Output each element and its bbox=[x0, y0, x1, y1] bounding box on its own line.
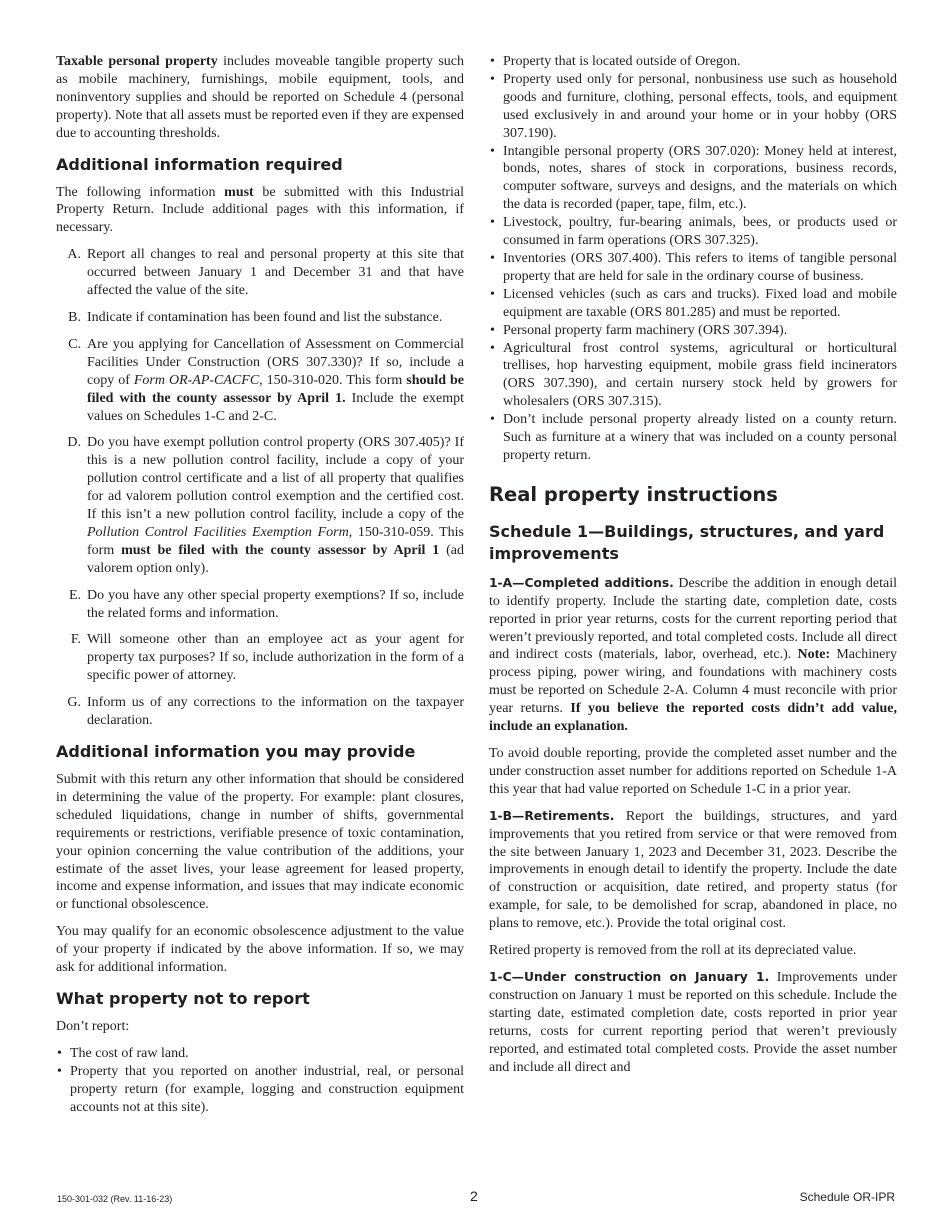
list-item bbox=[56, 246, 464, 300]
bullet-item: • Livestock, poultry, fur-bearing animals, bees, or products used or consumed in farm operations (ORS 307.325). bbox=[489, 214, 897, 250]
text-segment: Are you applying for Cancellation of Assessment on Commercial Facilities Under Construction (ORS 307.330)? If so, include a copy of bbox=[87, 336, 464, 388]
double-reporting-paragraph bbox=[489, 745, 897, 799]
retired-property-paragraph bbox=[489, 942, 897, 960]
bold-text: 1-B—Retirements. bbox=[489, 808, 615, 823]
right-column bbox=[489, 53, 897, 1085]
bullet-item: • Personal property farm machinery (ORS 307.394). bbox=[489, 322, 897, 340]
bullet-item: • Don’t include personal property already listed on a county return. Such as furniture at a winery that was included on a county personal property return. bbox=[489, 411, 897, 465]
text-segment: Describe the addition in enough detail to identify property. Include the starting date, completion date, costs reported in prior year returns, costs for the current reporting period that weren’t previously reported, and total completed costs. Include all direct and indirect costs (materials, labor, overhead, etc.). bbox=[489, 575, 897, 663]
italic-text: Pollution Control Facilities Exemption Form, bbox=[87, 524, 353, 540]
dont-report-label: Don’t report: bbox=[56, 1018, 130, 1034]
required-items-list bbox=[56, 246, 464, 730]
list-item bbox=[56, 694, 464, 730]
schedule-name: Schedule OR-IPR bbox=[799, 1190, 895, 1204]
text-segment: be submitted with this Industrial Property Return. Include additional pages with this information, if necessary. bbox=[56, 184, 464, 236]
bullet-item: • Inventories (ORS 307.400). This refers to items of tangible personal property that are held for sale in the ordinary course of business. bbox=[489, 250, 897, 286]
bullet-item: • Property used only for personal, nonbusiness use such as household goods and furniture, clothing, personal effects, tools, and equipment used exclusively in and around your home or in your hobby (ORS 307.190). bbox=[489, 71, 897, 143]
text-segment: Do you have exempt pollution control property (ORS 307.405)? If this is a new pollution control facility, include a copy of your pollution control certificate and a list of all property that qualifies for ad valorem pollution control exemption and the certified cost. If this isn’t a new pollution control facility, include a copy of the bbox=[87, 435, 464, 523]
bold-text: If you believe the reported costs didn’t add value, include an explanation. bbox=[489, 701, 897, 735]
form-number: 150-301-032 (Rev. 11-16-23) bbox=[57, 1194, 173, 1204]
text-segment: Will someone other than an employee act as your agent for property tax purposes? If so, include authorization in the form of a specific power of attorney. bbox=[87, 632, 464, 684]
heading-additional-information-may-provide: Additional information you may provide bbox=[56, 742, 416, 761]
text-segment: Submit with this return any other information that should be considered in determining the value of the property. For example: plant closures, scheduled liquidations, change in number of shifts, governmental requirements or restrictions, verifiable presence of toxic contamination, your opinion concerning the value contribution of the additions, your estimate of the asset lives, your lease agreement for leased property, income and expense information, and issues that may indicate economic or functional obsolescence. bbox=[56, 772, 464, 913]
heading-what-not-to-report: What property not to report bbox=[56, 988, 310, 1008]
bold-text: 1-A—Completed additions. bbox=[489, 575, 674, 590]
text-segment: Indicate if contamination has been found and list the substance. bbox=[87, 309, 443, 325]
not-report-list bbox=[56, 1045, 464, 1117]
completed-additions-paragraph bbox=[489, 575, 897, 736]
left-column bbox=[56, 53, 464, 1126]
text-segment: (ad valorem option only). bbox=[87, 542, 464, 576]
list-item bbox=[56, 631, 464, 685]
not-report-list-continued bbox=[489, 53, 897, 465]
text-segment: Inform us of any corrections to the information on the taxpayer declaration. bbox=[87, 695, 464, 729]
text-segment: Report the buildings, structures, and yard improvements that you retired from service or that were removed from the site between January 1, 2023 and December 31, 2023. Describe the improvements in enough detail to identify the property. Include the date of construction or acquisition, date retired, and property status (for example, for sale, to be demolished for scrap, abandoned in place, no plans to remove, etc.). Provide the total original cost. bbox=[489, 808, 897, 932]
text-segment: Report all changes to real and personal property at this site that occurred between January 1 and December 31 and that have affected the value of the site. bbox=[87, 247, 464, 299]
bold-text: should be filed with the county assessor by April 1. bbox=[87, 372, 464, 406]
taxable-personal-property-paragraph bbox=[56, 53, 464, 143]
text-segment: 150-310-020. This form bbox=[262, 372, 407, 388]
under-construction-paragraph bbox=[489, 969, 897, 1076]
text-segment: Do you have any other special property exemptions? If so, include the related forms and information. bbox=[87, 587, 464, 621]
list-letter: D. bbox=[67, 435, 81, 451]
bold-text: Taxable personal property bbox=[56, 54, 218, 69]
heading-schedule-1: Schedule 1—Buildings, structures, and yard improvements bbox=[489, 521, 885, 563]
text-segment: Machinery process piping, power wiring, and foundations with machinery costs must be reported on Schedule 2-A. Column 4 must reconcile with prior year returns. bbox=[489, 647, 897, 717]
bullet-item: • Property that is located outside of Oregon. bbox=[489, 53, 897, 71]
list-item bbox=[56, 434, 464, 577]
list-letter: A. bbox=[67, 247, 81, 263]
bullet-item: • Licensed vehicles (such as cars and trucks). Fixed load and mobile equipment are taxable (ORS 801.285) and must be reported. bbox=[489, 286, 897, 322]
text-segment: The following information bbox=[56, 184, 225, 200]
list-letter: G. bbox=[67, 695, 81, 711]
heading-additional-information-required: Additional information required bbox=[56, 154, 343, 174]
list-item bbox=[56, 309, 464, 327]
heading-real-property-instructions: Real property instructions bbox=[489, 482, 778, 506]
bold-text: must bbox=[224, 184, 254, 200]
required-intro-paragraph bbox=[56, 184, 464, 238]
bold-text: must be filed with the county assessor by April 1 bbox=[121, 542, 440, 558]
bullet-item: • Property that you reported on another industrial, real, or personal property return (for example, logging and construction equipment accounts not at this site). bbox=[56, 1063, 464, 1117]
list-item bbox=[56, 336, 464, 426]
text-segment: 150-310-059. This form bbox=[87, 524, 465, 558]
bold-text: Note: bbox=[797, 647, 831, 663]
list-item bbox=[56, 587, 464, 623]
list-letter: E. bbox=[68, 587, 81, 603]
text-segment: includes moveable tangible property such as mobile machinery, furnishings, mobile equipment, tools, and noninventory supplies and should be reported on Schedule 4 (personal property). Note that all assets must be reported even if they are expensed due to accounting thresholds. bbox=[56, 54, 465, 141]
page-number: 2 bbox=[470, 1188, 478, 1204]
bullet-item: • Agricultural frost control systems, agricultural or horticultural trellises, hop harvesting equipment, mobile grass field incinerators (ORS 307.390), and certain nursery stock held by growers for wholesalers (ORS 307.315). bbox=[489, 340, 897, 412]
text-segment: Include the exempt values on Schedules 1-C and 2-C. bbox=[87, 390, 464, 424]
list-letter: B. bbox=[68, 309, 81, 325]
text-segment: You may qualify for an economic obsolescence adjustment to the value of your property if indicated by the above information. If so, we may ask for additional information. bbox=[56, 924, 464, 976]
retirements-paragraph bbox=[489, 808, 897, 933]
text-segment: To avoid double reporting, provide the completed asset number and the under construction asset number for additions reported on Schedule 1-A this year that had value reported on Schedule 1-C in a prior year. bbox=[489, 746, 897, 797]
bullet-item: • The cost of raw land. bbox=[56, 1045, 464, 1063]
may-provide-paragraph bbox=[56, 771, 464, 914]
italic-text: Form OR-AP-CACFC, bbox=[133, 372, 263, 388]
obsolescence-paragraph bbox=[56, 923, 464, 977]
text-segment: Improvements under construction on January 1 must be reported on this schedule. Include the starting date, estimated completion date, costs reported in prior year returns, costs for current reporting period that weren’t previously reported, and estimated total completed costs. Provide the asset number and include all direct and bbox=[489, 969, 897, 1075]
bold-text: 1-C—Under construction on January 1. bbox=[489, 969, 770, 984]
list-letter: F. bbox=[70, 632, 81, 648]
text-segment: Retired property is removed from the roll at its depreciated value. bbox=[489, 943, 857, 959]
bullet-item: • Intangible personal property (ORS 307.020): Money held at interest, bonds, notes, shares of stock in corporations, business records, computer software, surveys and designs, and the materials on which the data is recorded (paper, tape, film, etc.). bbox=[489, 143, 897, 215]
list-letter: C. bbox=[68, 336, 81, 352]
